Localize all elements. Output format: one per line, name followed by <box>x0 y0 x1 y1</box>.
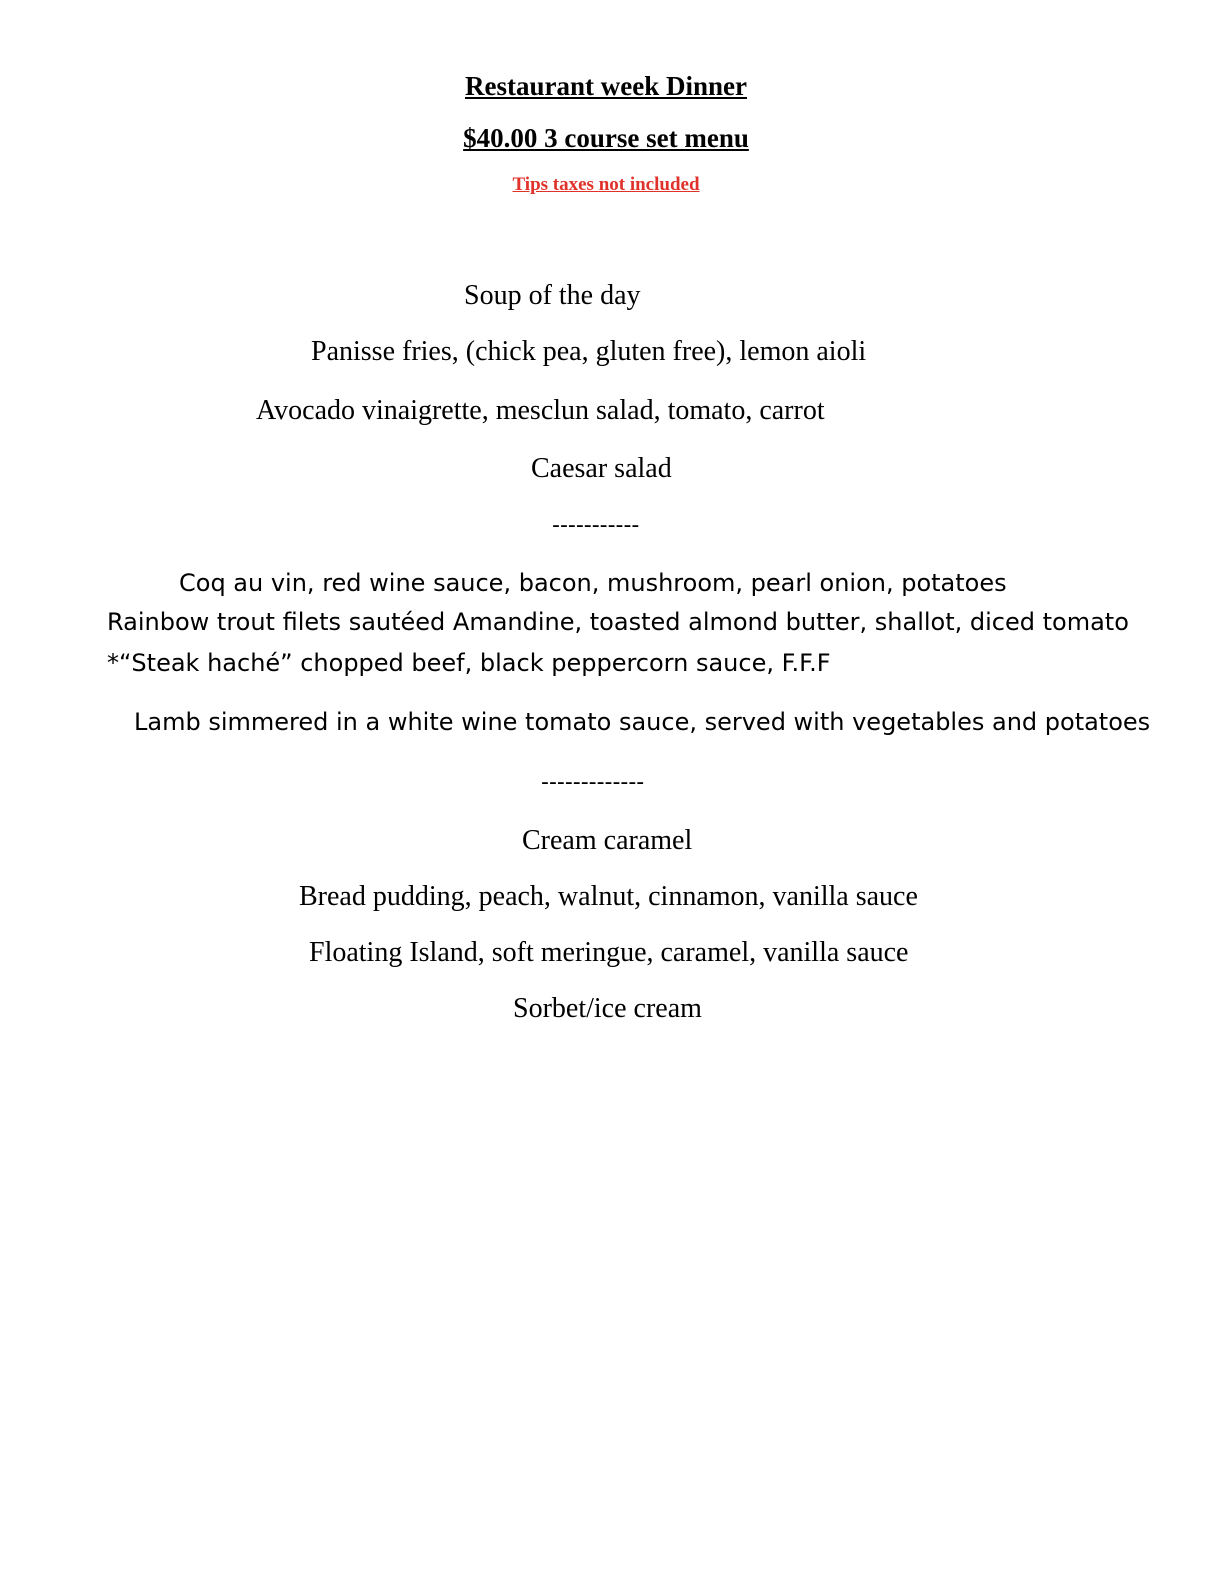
dessert-item: Cream caramel <box>522 825 693 856</box>
course-separator: ----------- <box>552 513 640 538</box>
main-item: Coq au vin, red wine sauce, bacon, mushroom, pearl onion, potatoes <box>179 569 1007 597</box>
main-item: Rainbow trout filets sautéed Amandine, toasted almond butter, shallot, diced tomato <box>107 608 1129 636</box>
starter-item: Panisse fries, (chick pea, gluten free), lemon aioli <box>311 336 867 367</box>
course-separator: ------------- <box>541 770 645 795</box>
dessert-item: Floating Island, soft meringue, caramel, vanilla sauce <box>309 937 909 968</box>
tips-note: Tips taxes not included <box>512 174 700 195</box>
main-item: *“Steak haché” chopped beef, black peppercorn sauce, F.F.F <box>107 649 831 677</box>
starter-item: Avocado vinaigrette, mesclun salad, tomato, carrot <box>256 395 825 426</box>
starter-item: Soup of the day <box>464 280 641 311</box>
dessert-item: Sorbet/ice cream <box>513 993 702 1024</box>
price-line: $40.00 3 course set menu <box>463 123 749 153</box>
dessert-item: Bread pudding, peach, walnut, cinnamon, vanilla sauce <box>299 881 918 912</box>
menu-title: Restaurant week Dinner <box>465 71 747 101</box>
starter-item: Caesar salad <box>531 453 672 484</box>
main-item: Lamb simmered in a white wine tomato sauce, served with vegetables and potatoes <box>134 708 1151 736</box>
